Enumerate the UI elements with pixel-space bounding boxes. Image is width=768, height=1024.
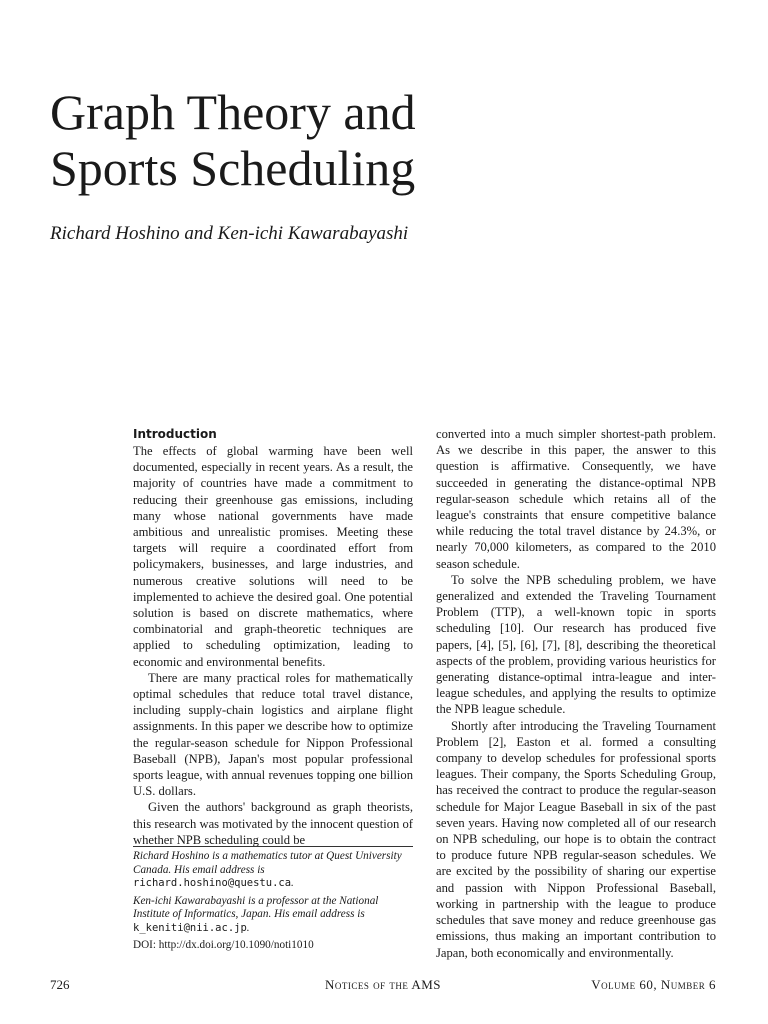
author-footnotes — [133, 846, 413, 957]
paragraph: To solve the NPB scheduling problem, we have generalized and extended the Traveling Tournament Problem (TTP), a well-known topic in sports scheduling [10]. Our research has produced five papers, [4], [5], [6], [7], [8], describing the theoretical aspects of the problem, providing various heuristics for generating distance-optimal intra-league and inter-league schedules, and applying the results to optimize the NPB league schedule. — [436, 572, 716, 717]
footnote-text: Richard Hoshino is a mathematics tutor at Quest University Canada. His email address is — [133, 850, 402, 876]
email-address: k_keniti@nii.ac.jp — [133, 921, 247, 934]
footnote-text: Ken-ichi Kawarabayashi is a professor at the National Institute of Informatics, Japan. His email address is — [133, 894, 379, 920]
title-line-2: Sports Scheduling — [50, 140, 416, 196]
page-number: 726 — [50, 977, 70, 992]
footnote-hoshino — [133, 850, 413, 891]
paragraph: converted into a much simpler shortest-path problem. As we describe in this paper, the answer to this question is affirmative. Consequently, we have succeeded in generating the distance-optimal NPB regular-season schedule which retains all of the league's constraints that ensure competitive balance while reducing the total travel distance by 24.3%, or nearly 70,000 kilometers, as compared to the 2010 season schedule. — [436, 427, 716, 571]
article-title — [50, 84, 650, 196]
paragraph: There are many practical roles for mathematically optimal schedules that reduce total travel distance, including supply-chain logistics and airplane flight assignments. In this paper we describe how to optimize the regular-season schedule for Nippon Professional Baseball (NPB), Japan's most popular professional sports league, with annual revenues topping one billion U.S. dollars. — [133, 670, 413, 799]
journal-name: Notices of the AMS — [324, 977, 442, 992]
author-line: Richard Hoshino and Ken-ichi Kawarabayashi — [50, 223, 409, 244]
doi-line: DOI: http://dx.doi.org/10.1090/noti1010 — [133, 939, 314, 951]
paragraph: The effects of global warming have been well documented, especially in recent years. As a result, the majority of countries have made a commitment to reducing their greenhouse gas emissions, including many whose national governments have made ambitious and unrealistic promises. Meeting these targets will require a coordinated effort from policymakers, businesses, and large industries, and numerous creative solutions will need to be implemented to achieve the desired goal. One potential solution is based on discrete mathematics, where combinatorial and graph-theoretic techniques are applied to scheduling optimization, leading to economic and environmental benefits. — [133, 444, 413, 669]
footnote-end: . — [291, 877, 294, 889]
volume-info: Volume 60, Number 6 — [591, 977, 716, 992]
left-column — [133, 426, 413, 848]
section-heading: Introduction — [133, 427, 217, 441]
footnote-end: . — [246, 921, 250, 934]
email-address: richard.hoshino@questu.ca — [133, 877, 292, 889]
right-column — [436, 426, 716, 961]
title-line-1: Graph Theory and — [50, 84, 416, 140]
page-footer — [50, 977, 716, 995]
paragraph: Shortly after introducing the Traveling Tournament Problem [2], Easton et al. formed a consulting company to develop schedules for professional sports leagues. Their company, the Sports Scheduling Group, has received the contract to produce the regular-season schedule for Major League Baseball in six of the past seven years. Having now completed all of our research on NPB scheduling, our hope is to obtain the contract to produce future NPB regular-season schedules. We are excited by the possibility of sharing our expertise and passion with Nippon Professional Baseball, working in partnership with the league to produce schedules that save money and reduce greenhouse gas emissions, thus making an important contribution to Japan, both economically and environmentally. — [436, 718, 716, 960]
footnote-kawarabayashi — [133, 895, 413, 936]
paragraph: Given the authors' background as graph theorists, this research was motivated by the innocent question of whether NPB scheduling could be — [133, 800, 413, 847]
